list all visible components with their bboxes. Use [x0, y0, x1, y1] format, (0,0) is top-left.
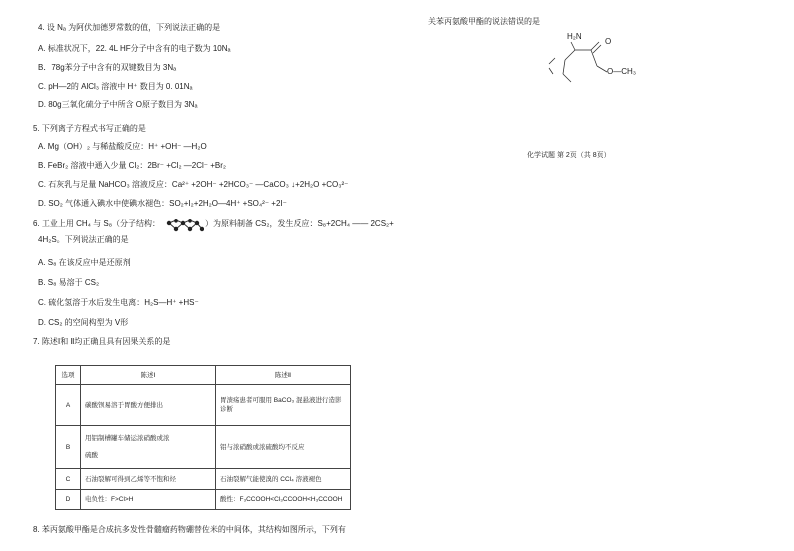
cell-text: 诊断: [220, 406, 233, 413]
methoxy-group-label: O—CH₃: [607, 67, 637, 76]
q5-stem: 5. 下列离子方程式书写正确的是: [33, 124, 146, 133]
q5-option-a: A. Mg（OH）₂ 与稀盐酸反应：H⁺ +OH⁻ —H₂O: [38, 142, 207, 151]
table-cell-statement-2: [216, 469, 351, 490]
q6-option-d: D. CS₂ 的空间构型为 V形: [38, 318, 129, 327]
table-header-statement-1: 陈述Ⅰ: [81, 366, 216, 385]
page-footer: 化学试题 第 2页（共 8页）: [527, 152, 611, 159]
cell-text: 硫酸: [85, 452, 98, 459]
table-cell-option: B: [56, 426, 81, 469]
table-cell-statement-2: [216, 385, 351, 426]
cell-text: 铝与浓硝酸或浓硫酸均不反应: [220, 443, 305, 451]
q4-option-a: A. 标准状况下，22. 4L HF分子中含有的电子数为 10Nₐ: [38, 44, 231, 53]
structure-bonds-figure: [535, 28, 645, 90]
table-cell-option: D: [56, 490, 81, 510]
table-cell-option: A: [56, 385, 81, 426]
cell-text: 用铝制槽罐车储运浓硝酸或浓: [85, 435, 170, 442]
table-cell-statement-1: [81, 426, 216, 469]
cell-text: 石油裂解气能使溴的 CCl₄ 溶液褪色: [220, 475, 322, 483]
table-cell-statement-2: [216, 426, 351, 469]
table-header-option: 选项: [56, 366, 81, 385]
table-row: [56, 385, 351, 426]
table-row: [56, 426, 351, 469]
phenylalanine-methyl-ester-structure: [535, 28, 645, 93]
cell-text: 电负性：F>Cl>H: [85, 496, 134, 503]
q6-option-a: A. S₈ 在该反应中是还原剂: [38, 258, 131, 267]
q7-stem: 7. 陈述Ⅰ和 Ⅱ均正确且具有因果关系的是: [33, 337, 171, 346]
q4-option-b: B．78g苯分子中含有的双键数目为 3Nₐ: [38, 63, 177, 72]
table-row: [56, 490, 351, 510]
cell-text: 碳酸钡易溶于胃酸方便排出: [85, 401, 163, 409]
amino-group-label: H₂N: [567, 32, 582, 41]
q6-stem-part2: ）为原料制备 CS₂，发生反应：S₈+2CH₄ —— 2CS₂+: [205, 219, 394, 228]
q5-option-c: C. 石灰乳与足量 NaHCO₃ 溶液反应：Ca²⁺ +2OH⁻ +2HCO₃⁻ —CaCO₃ ↓+2H₂O +CO₃²⁻: [38, 180, 349, 189]
q5-option-b: B. FeBr₂ 溶液中通入少量 Cl₂：2Br⁻ +Cl₂ —2Cl⁻ +Br₂: [38, 161, 227, 170]
q6-option-b: B. S₈ 易溶于 CS₂: [38, 278, 100, 287]
cell-text: 胃溃疡患者可服用 BaCO₃ 混悬液进行造影: [220, 397, 342, 404]
table-row: [56, 469, 351, 490]
table-header-row: [56, 366, 351, 385]
table-cell-statement-2: [216, 490, 351, 510]
q4-option-d: D. 80g三氧化硫分子中所含 O原子数目为 3Nₐ: [38, 100, 198, 109]
right-question-continuation: 关苯丙氨酸甲酯的说法错误的是: [428, 17, 540, 26]
q8-stem: 8. 苯丙氨酸甲酯是合成抗多发性骨髓瘤药物硼替佐米的中间体，其结构如图所示，下列有: [33, 525, 346, 534]
table-cell-statement-1: [81, 469, 216, 490]
cell-text: 酸性：F₃CCOOH<Cl₃CCOOH<H₃CCOOH: [220, 496, 343, 503]
q6-option-c: C. 硫化氢溶于水后发生电离：H₂S—H⁺ +HS⁻: [38, 298, 199, 307]
table-cell-option: C: [56, 469, 81, 490]
table-cell-statement-1: [81, 490, 216, 510]
q6-stem-part1: 6. 工业上用 CH₄ 与 S₈（分子结构：: [33, 219, 161, 228]
q6-stem-line2: 4H₂S。下列说法正确的是: [38, 235, 129, 244]
table-cell-statement-1: [81, 385, 216, 426]
q4-option-c: C. pH—2的 AlCl₃ 溶液中 H⁺ 数目为 0. 01Nₐ: [38, 82, 193, 91]
q5-option-d: D. SO₂ 气体通入碘水中使碘水褪色：SO₂+I₂+2H₂O—4H⁺ +SO₄²⁻ +2I⁻: [38, 199, 287, 208]
cell-text: 石油裂解可得到乙烯等不饱和烃: [85, 475, 176, 483]
q7-table: [55, 365, 351, 510]
table-header-statement-2: 陈述Ⅱ: [216, 366, 351, 385]
q4-stem: 4. 设 Nₐ 为阿伏加德罗常数的值，下列说法正确的是: [38, 23, 221, 32]
carbonyl-oxygen-label: O: [605, 37, 612, 46]
s8-molecule-figure: [166, 219, 204, 233]
